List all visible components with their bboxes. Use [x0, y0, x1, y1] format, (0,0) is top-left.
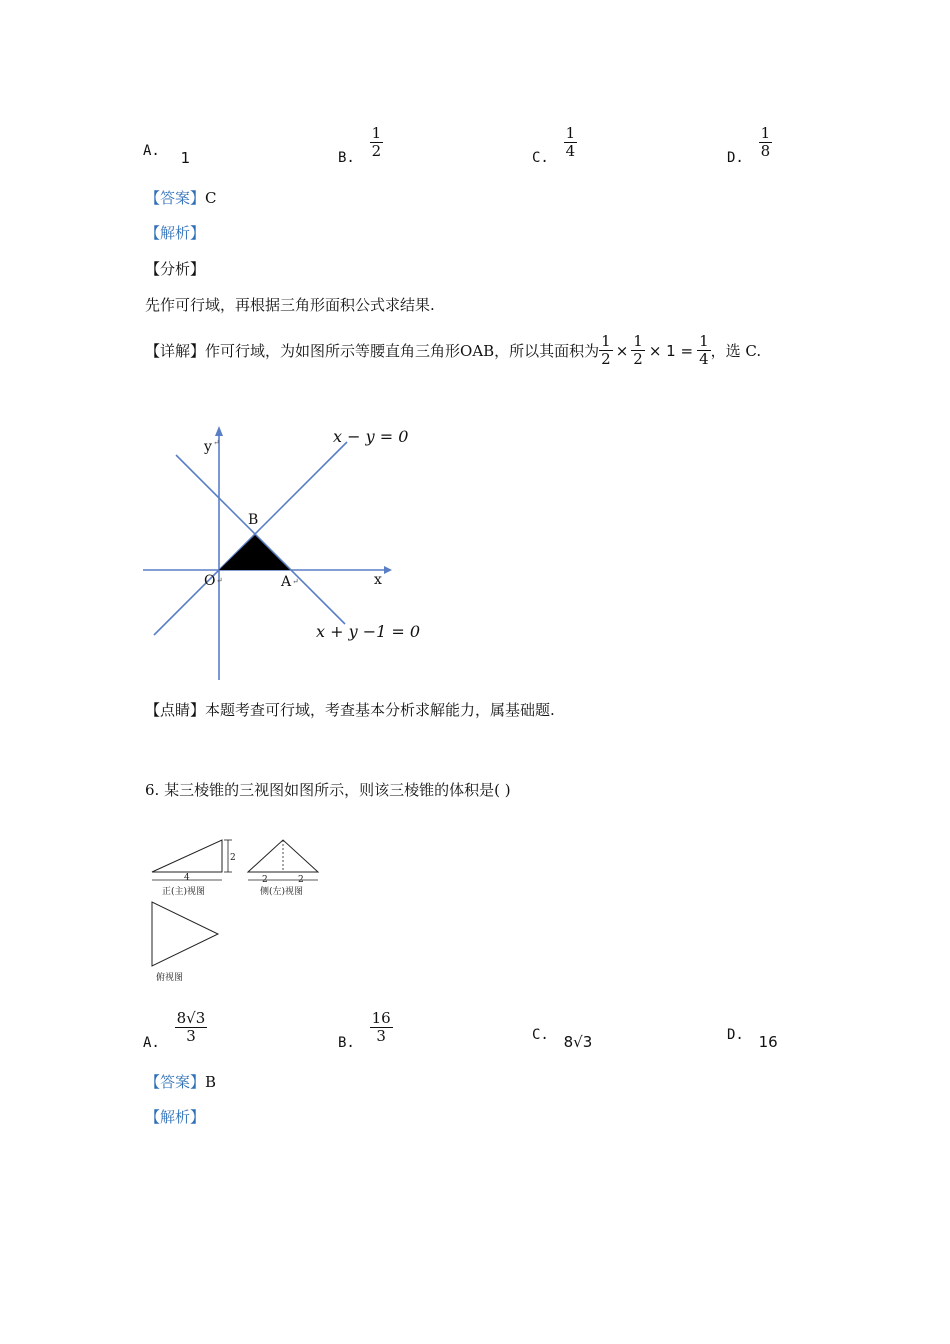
top-view-label: 俯视图	[156, 973, 184, 983]
y-axis-label: y	[204, 439, 212, 455]
q5-option-d	[727, 124, 772, 166]
triangle-oab	[219, 535, 290, 570]
answer-value: B	[205, 1073, 217, 1091]
q5-option-b	[338, 124, 383, 166]
detail-text: 作可行域，为如图所示等腰直角三角形OAB，所以其面积为	[205, 341, 600, 360]
point-b-label: B	[248, 512, 259, 528]
answer-tag: 【答案】	[145, 1073, 206, 1091]
line-x-minus-y	[154, 442, 347, 635]
answer-tag: 【答案】	[145, 189, 206, 207]
o-return-mark: ↵	[216, 576, 223, 585]
fraction-denominator: 8	[760, 142, 771, 160]
detail-tag: 【详解】	[145, 341, 206, 360]
dim-width-4: 4	[184, 873, 190, 883]
fraction-denominator: 2	[371, 142, 382, 160]
formula-fraction-1	[599, 333, 613, 368]
option-c-label: C.	[532, 149, 549, 166]
x-axis-arrow	[384, 566, 392, 574]
line1-label: x − y = 0	[333, 427, 409, 446]
q5-fenxi-text: 先作可行域，再根据三角形面积公式求结果.	[145, 296, 435, 314]
q6-analysis-tag: 【解析】	[145, 1108, 206, 1126]
dim-height-2: 2	[230, 853, 236, 863]
top-view-shape	[152, 902, 218, 966]
fraction-numerator: 1	[699, 332, 709, 350]
fraction-denominator: 4	[565, 142, 576, 160]
q6-option-a	[143, 1009, 207, 1051]
q6-answer	[145, 1072, 216, 1092]
formula-fraction-3	[697, 333, 711, 368]
option-d-label: D.	[727, 149, 744, 166]
fraction-denominator: 4	[699, 350, 709, 368]
option-d-label: D.	[727, 1027, 744, 1043]
option-c-label: C.	[532, 1027, 549, 1043]
q6-question: 6. 某三棱锥的三视图如图所示，则该三棱锥的体积是( )	[145, 781, 511, 799]
fraction-numerator: 1	[371, 124, 382, 142]
option-a-value: 1	[180, 149, 191, 167]
answer-value: C	[205, 189, 217, 207]
q6-option-b	[338, 1009, 393, 1051]
fraction-numerator: 8√3	[176, 1009, 206, 1027]
times-one-equals: × 1 =	[648, 341, 694, 360]
option-a-label: A.	[143, 1034, 160, 1051]
q5-option-a	[143, 140, 191, 167]
q5-fenxi-tag: 【分析】	[145, 260, 206, 278]
three-views-drawing	[148, 836, 328, 986]
front-view-shape	[152, 840, 222, 872]
fraction-numerator: 1	[760, 124, 771, 142]
front-view-label: 正(主)视图	[162, 887, 206, 897]
option-c-value: 8√3	[563, 1033, 593, 1051]
q5-option-c	[532, 124, 577, 166]
point-a-label: A	[281, 574, 292, 590]
fraction-numerator: 1	[565, 124, 576, 142]
line-x-plus-y-minus-1	[176, 455, 345, 624]
q6-option-d	[727, 1024, 778, 1051]
a-return-mark: ↵	[292, 577, 299, 586]
option-d-fraction	[759, 125, 773, 160]
y-axis-arrow	[215, 426, 223, 436]
fraction-denominator: 2	[601, 350, 611, 368]
fraction-denominator: 3	[376, 1027, 386, 1045]
line2-label: x + y −1 = 0	[316, 622, 421, 641]
option-d-value: 16	[758, 1033, 778, 1051]
fraction-numerator: 1	[601, 332, 611, 350]
q5-analysis-tag: 【解析】	[145, 224, 206, 242]
option-a-label: A.	[143, 143, 160, 159]
side-view-label: 侧(左)视图	[260, 887, 304, 897]
option-b-label: B.	[338, 149, 355, 166]
fraction-numerator: 16	[371, 1009, 391, 1027]
option-c-fraction	[564, 125, 578, 160]
times-sign: ×	[615, 341, 629, 360]
q5-comment	[145, 700, 555, 720]
y-return-mark: ↵	[213, 438, 220, 447]
x-axis-label: x	[374, 572, 382, 588]
option-a-fraction	[175, 1010, 208, 1045]
option-b-label: B.	[338, 1034, 355, 1051]
q5-detail	[145, 333, 761, 368]
formula-fraction-2	[631, 333, 645, 368]
dim-left-2: 2	[262, 875, 268, 885]
q6-option-c	[532, 1024, 593, 1051]
point-o-label: O	[204, 573, 216, 589]
feasible-region-graph	[140, 420, 430, 690]
comment-text: 本题考查可行域，考查基本分析求解能力，属基础题.	[205, 701, 555, 719]
fraction-numerator: 1	[633, 332, 643, 350]
comment-tag: 【点睛】	[145, 701, 206, 719]
fraction-denominator: 3	[186, 1027, 196, 1045]
detail-end: ，选 C.	[710, 341, 762, 360]
dim-right-2: 2	[298, 875, 304, 885]
option-b-fraction	[370, 1010, 393, 1045]
fraction-denominator: 2	[633, 350, 643, 368]
q5-answer	[145, 188, 217, 208]
option-b-fraction	[370, 125, 384, 160]
